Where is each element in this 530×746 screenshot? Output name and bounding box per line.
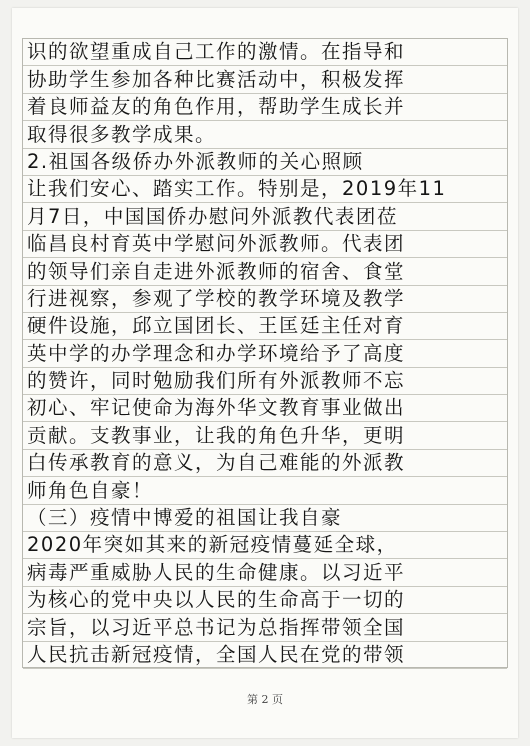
handwritten-text: 硬件设施，邱立国团长、王匡廷主任对育 [27, 314, 406, 338]
text-line [23, 204, 507, 231]
handwritten-text: 白传承教育的意义，为自己难能的外派教 [27, 451, 406, 475]
handwritten-text: 师角色自豪！ [27, 478, 154, 502]
handwritten-text: 让我们安心、踏实工作。特别是，2019年11 [27, 177, 447, 201]
handwritten-text: 月7日，中国国侨办慰问外派教代表团莅 [27, 204, 398, 228]
handwritten-text: 初心、牢记使命为海外华文教育事业做出 [27, 396, 406, 420]
text-line [23, 286, 507, 313]
text-line [23, 95, 507, 121]
handwritten-text: 为核心的党中央以人民的生命高于一切的 [27, 588, 406, 612]
handwritten-text: 英中学的办学理念和办学环境给予了高度 [27, 341, 406, 365]
text-line [23, 122, 507, 149]
text-line [23, 506, 507, 532]
text-line [23, 67, 507, 94]
handwritten-text: 行进视察，参观了学校的教学环境及教学 [27, 286, 406, 310]
handwritten-text: 取得很多教学成果。 [27, 122, 217, 146]
handwritten-text: 的赞许，同时勉励我们所有外派教师不忘 [27, 369, 406, 393]
ruled-lines [22, 38, 508, 668]
text-line [23, 177, 507, 203]
text-line [23, 149, 507, 176]
text-line [23, 478, 507, 505]
handwritten-text: 的领导们亲自走进外派教师的宿舍、食堂 [27, 259, 406, 283]
text-line [23, 560, 507, 587]
text-line [23, 615, 507, 642]
handwritten-text: 2020年突如其来的新冠疫情蔓延全球， [27, 533, 398, 557]
text-line [23, 588, 507, 614]
text-line [23, 259, 507, 286]
text-line [23, 40, 507, 66]
handwritten-text: 协助学生参加各种比赛活动中，积极发挥 [27, 67, 406, 91]
text-line [23, 533, 507, 559]
handwritten-text: 宗旨，以习近平总书记为总指挥带领全国 [27, 615, 406, 639]
handwritten-text: 病毒严重威胁人民的生命健康。以习近平 [27, 560, 406, 584]
handwritten-text: 着良师益友的角色作用，帮助学生成长并 [27, 95, 406, 119]
text-line [23, 396, 507, 422]
text-line [23, 451, 507, 477]
handwritten-text: 贡献。支教事业，让我的角色升华，更明 [27, 423, 406, 447]
handwritten-text: 2.祖国各级侨办外派教师的关心照顾 [27, 149, 364, 173]
text-line [23, 643, 507, 669]
text-line [23, 232, 507, 258]
handwritten-text: 人民抗击新冠疫情，全国人民在党的带领 [27, 643, 406, 666]
text-line [23, 369, 507, 395]
text-line [23, 314, 507, 340]
text-line [23, 423, 507, 450]
notebook-page [12, 8, 518, 738]
handwritten-text: 临昌良村育英中学慰问外派教师。代表团 [27, 232, 406, 256]
handwritten-text: （三）疫情中博爱的祖国让我自豪 [27, 506, 343, 530]
page-number: 第 2 页 [247, 693, 283, 706]
text-line [23, 341, 507, 368]
handwritten-text: 识的欲望重成自己工作的激情。在指导和 [27, 40, 406, 64]
